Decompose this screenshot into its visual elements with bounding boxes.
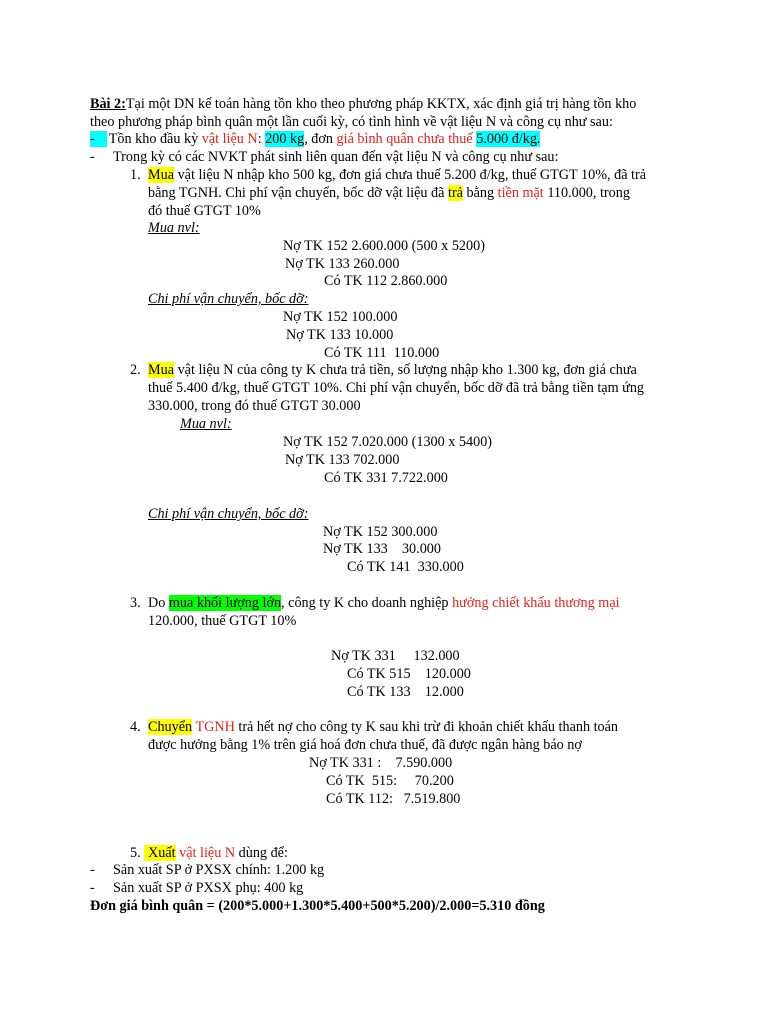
item1-line-3: đó thuế GTGT 10% <box>148 203 261 219</box>
journal-entry: Nợ TK 331 132.000 <box>331 648 460 664</box>
average-price: Đơn giá bình quân = (200*5.000+1.300*5.400+500*5.200)/2.000=5.310 đồng <box>90 898 545 914</box>
journal-entry: Có TK 141 330.000 <box>347 559 464 575</box>
item-number: 4. <box>130 719 141 735</box>
journal-entry: Có TK 111 110.000 <box>324 345 440 361</box>
journal-entry: Nợ TK 133 10.000 <box>286 327 394 343</box>
journal-entry: Nợ TK 152 7.020.000 (1300 x 5400) <box>283 434 493 450</box>
item5-line-1: Xuất vật liệu N dùng để: <box>144 844 288 862</box>
bullet: - <box>90 149 95 165</box>
entry-heading: Mua nvl: <box>180 416 232 432</box>
usage-aux: Sản xuất SP ở PXSX phụ: 400 kg <box>113 880 304 896</box>
item1-line-2: bằng TGNH. Chi phí vận chuyển, bốc dỡ vật liệu đã trả bằng tiền mặt 110.000, trong <box>148 185 630 201</box>
usage-main: Sản xuất SP ở PXSX chính: 1.200 kg <box>113 862 325 878</box>
item1-line-1: Mua vật liệu N nhập kho 500 kg, đơn giá chưa thuế 5.200 đ/kg, thuế GTGT 10%, đã trả <box>148 167 647 183</box>
journal-entry: Nợ TK 331 : 7.590.000 <box>309 755 453 771</box>
journal-entry: Có TK 112: 7.519.800 <box>326 791 461 807</box>
exercise-title: Bài 2: <box>90 96 126 112</box>
intro-line-2: theo phương pháp bình quân một lần cuối kỳ, có tình hình về vật liệu N và công cụ như sau: <box>90 114 613 130</box>
item4-line-2: được hưởng bằng 1% trên giá hoá đơn chưa thuế, đã được ngân hàng báo nợ <box>148 737 582 753</box>
entry-heading: Chi phí vận chuyển, bốc dỡ: <box>148 291 309 307</box>
item-number: 3. <box>130 595 141 611</box>
bullet: - <box>90 131 107 147</box>
bullet: - <box>90 862 95 878</box>
item-number: 2. <box>130 362 141 378</box>
intro-text-1: Tại một DN kế toán hàng tồn kho theo phương pháp KKTX, xác định giá trị hàng tồn kho <box>125 96 637 112</box>
item2-line-2: thuế 5.400 đ/kg, thuế GTGT 10%. Chi phí vận chuyển, bốc dỡ đã trả bằng tiền tạm ứng <box>148 380 645 396</box>
journal-entry: Nợ TK 133 260.000 <box>285 256 400 272</box>
item2-line-1: Mua vật liệu N của công ty K chưa trả tiền, số lượng nhập kho 1.300 kg, đơn giá chưa <box>148 362 637 378</box>
journal-entry: Nợ TK 152 2.600.000 (500 x 5200) <box>283 238 485 254</box>
journal-entry: Nợ TK 133 702.000 <box>285 452 400 468</box>
item-number: 5. <box>130 845 141 861</box>
journal-entry: Có TK 133 12.000 <box>347 684 464 700</box>
item2-line-3: 330.000, trong đó thuế GTGT 30.000 <box>148 398 361 414</box>
journal-entry: Nợ TK 152 300.000 <box>323 524 438 540</box>
period-line: Trong kỳ có các NVKT phát sinh liên quan đến vật liệu N và công cụ như sau: <box>113 149 559 165</box>
bullet: - <box>90 880 95 896</box>
intro-line-1 <box>90 95 677 113</box>
opening-stock-line: - Tồn kho đầu kỳ vật liệu N: 200 kg, đơn giá bình quân chưa thuế 5.000 đ/kg. <box>90 131 541 147</box>
journal-entry: Nợ TK 152 100.000 <box>283 309 398 325</box>
item3-line-2: 120.000, thuế GTGT 10% <box>148 613 297 629</box>
item-number: 1. <box>130 167 141 183</box>
journal-entry: Có TK 515 120.000 <box>347 666 471 682</box>
item4-line-1: Chuyển TGNH trả hết nợ cho công ty K sau khi trừ đi khoản chiết khấu thanh toán <box>148 719 619 735</box>
journal-entry: Có TK 515: 70.200 <box>326 773 454 789</box>
item3-line-1: Do mua khối lượng lớn, công ty K cho doanh nghiệp hưởng chiết khấu thương mại <box>148 595 620 611</box>
journal-entry: Nợ TK 133 30.000 <box>323 541 441 557</box>
entry-heading: Chi phí vận chuyển, bốc dỡ: <box>148 506 309 522</box>
journal-entry: Có TK 331 7.722.000 <box>324 470 448 486</box>
entry-heading: Mua nvl: <box>148 220 200 236</box>
journal-entry: Có TK 112 2.860.000 <box>324 273 448 289</box>
